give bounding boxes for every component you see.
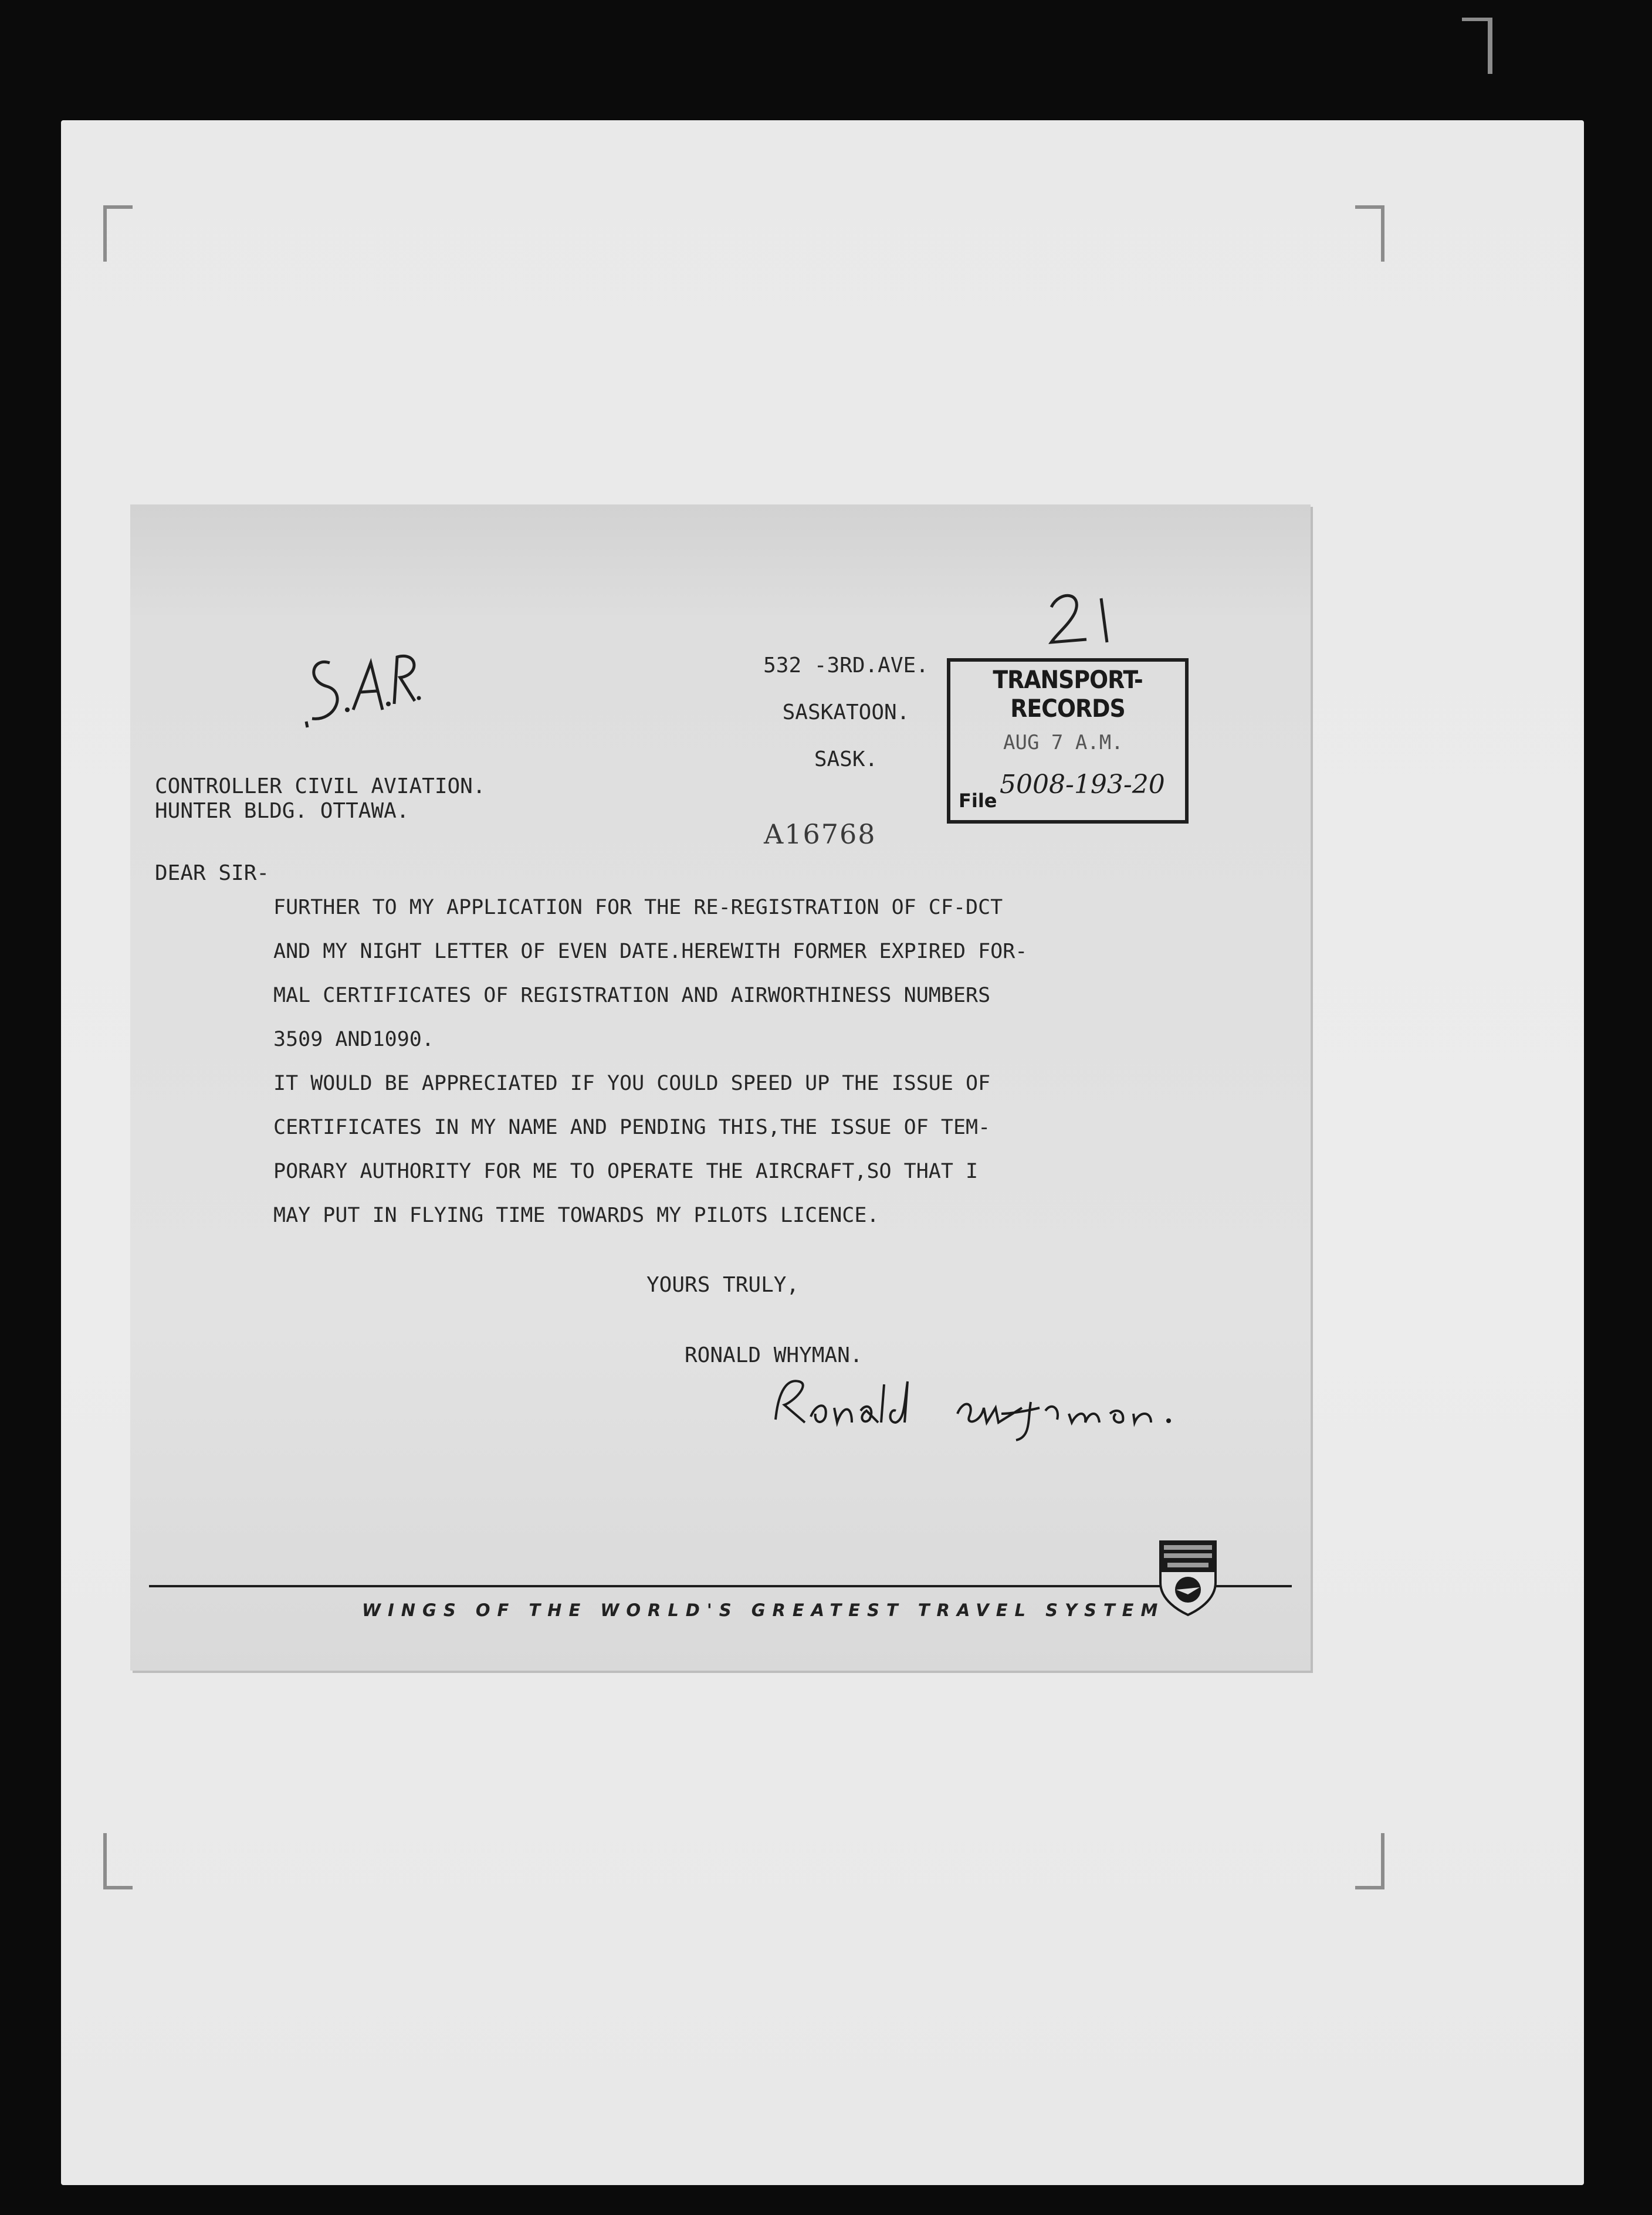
stamp-file-number: 5008-193-20	[1000, 770, 1165, 800]
reference-number: A16768	[764, 818, 876, 850]
crop-mark-bottom-left	[103, 1833, 133, 1889]
crop-mark-outer	[1462, 18, 1492, 74]
crop-mark-top-left	[103, 205, 133, 262]
footer-slogan: WINGS OF THE WORLD'S GREATEST TRAVEL SYSTEM	[362, 1600, 1165, 1620]
recipient-block	[155, 774, 486, 824]
salutation: DEAR SIR-	[155, 861, 270, 885]
handwritten-initials	[294, 639, 424, 733]
closing: YOURS TRULY,	[646, 1273, 800, 1297]
sender-address	[723, 642, 969, 783]
crop-mark-top-right	[1355, 205, 1384, 262]
stamp-file-label: File	[959, 790, 997, 812]
crop-mark-bottom-right	[1355, 1833, 1384, 1889]
recipient-line-1: CONTROLLER CIVIL AVIATION.	[155, 774, 486, 798]
sender-address-street: 532 -3RD.AVE.	[763, 653, 929, 678]
stamp-title: TRANSPORT-RECORDS	[993, 665, 1143, 723]
typed-signature-name: RONALD WHYMAN.	[685, 1343, 863, 1367]
footer-rule	[149, 1585, 1292, 1587]
handwritten-file-number	[997, 763, 1185, 804]
received-stamp	[947, 658, 1189, 824]
handwritten-page-number	[1042, 587, 1125, 651]
recipient-line-2: HUNTER BLDG. OTTAWA.	[155, 799, 409, 823]
stamp-date: AUG 7 A.M.	[1003, 731, 1123, 754]
letter-body: FURTHER TO MY APPLICATION FOR THE RE-REGISTRATION OF CF-DCT AND MY NIGHT LETTER OF EVEN DATE.HEREWITH FORMER EXPIRED FOR- MAL CERTIFICATES OF REGISTRATION AND AIRWORTHINESS NUMBERS 3509 AND1090. IT WOULD BE APPRECIATED IF YOU COULD SPEED UP THE ISSUE OF CERTIFICATES IN MY NAME AND PENDING THIS,THE ISSUE OF TEM- PORARY AUTHORITY FOR ME TO OPERATE THE AIRCRAFT,SO THAT I MAY PUT IN FLYING TIME TOWARDS MY PILOTS LICENCE.	[273, 896, 1028, 1227]
letter-sheet	[130, 504, 1311, 1671]
handwritten-signature	[764, 1367, 1221, 1443]
sender-address-province: SASK.	[814, 747, 878, 771]
sender-address-city: SASKATOON.	[782, 700, 910, 724]
canadian-pacific-air-lines-logo	[1156, 1536, 1220, 1618]
